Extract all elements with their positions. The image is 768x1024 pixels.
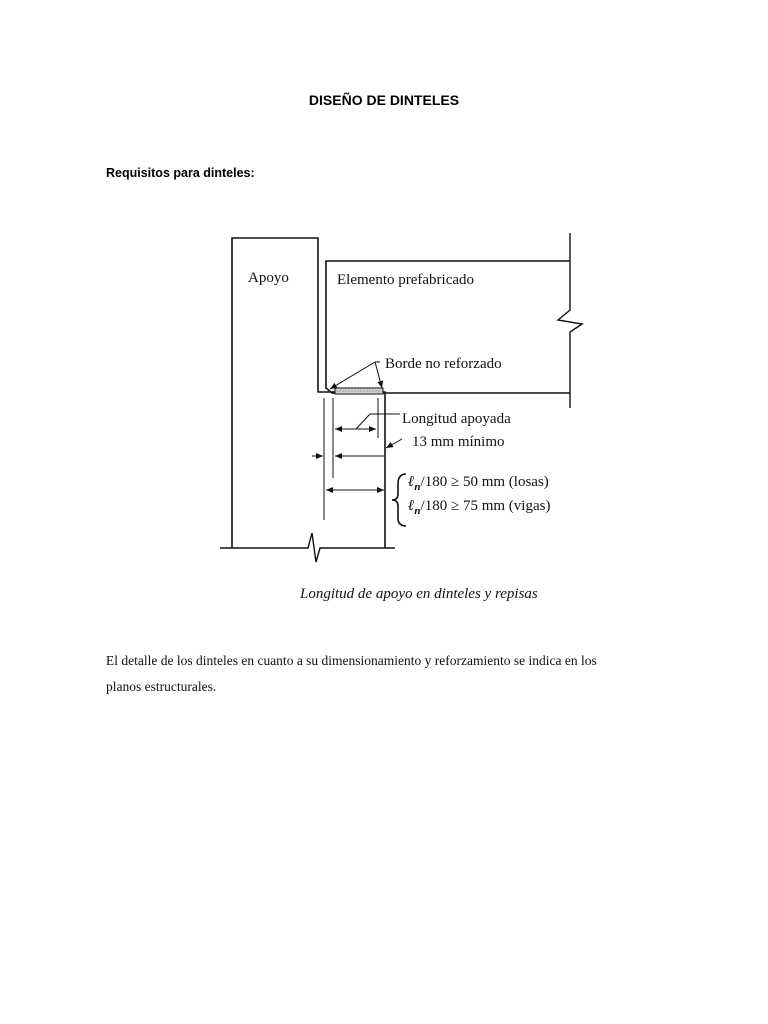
formula-brace — [392, 474, 406, 526]
label-borde-no-reforzado: Borde no reforzado — [385, 356, 502, 372]
precast-break-line — [558, 233, 582, 408]
formula-vigas-rest: /180 ≥ 75 mm (vigas) — [420, 498, 551, 514]
formula-losas — [408, 474, 549, 493]
body-paragraph — [106, 648, 666, 700]
figure-caption: Longitud de apoyo en dinteles y repisas — [300, 586, 538, 602]
label-apoyo: Apoyo — [248, 270, 289, 286]
label-elemento-prefabricado: Elemento prefabricado — [337, 272, 475, 288]
label-13mm-minimo: 13 mm mínimo — [412, 434, 505, 450]
bearing-pad — [335, 388, 383, 394]
requirements-heading: Requisitos para dinteles: — [106, 166, 255, 180]
paragraph-line-2: planos estructurales. — [106, 679, 217, 694]
support-break-line — [220, 533, 395, 562]
formula-losas-symbol: ℓ — [408, 474, 415, 490]
formula-vigas-symbol: ℓ — [408, 498, 415, 514]
formula-losas-subscript: n — [414, 481, 421, 493]
lintel-bearing-diagram — [180, 228, 600, 606]
document-title: DISEÑO DE DINTELES — [308, 92, 460, 108]
formula-vigas — [408, 498, 550, 517]
paragraph-line-1: El detalle de los dinteles en cuanto a su dimensionamiento y reforzamiento se indica en los — [106, 653, 597, 668]
formula-vigas-subscript: n — [414, 505, 421, 517]
formula-losas-rest: /180 ≥ 50 mm (losas) — [420, 474, 549, 490]
label-longitud-apoyada: Longitud apoyada — [402, 411, 511, 427]
lintel-bearing-figure — [180, 228, 600, 606]
